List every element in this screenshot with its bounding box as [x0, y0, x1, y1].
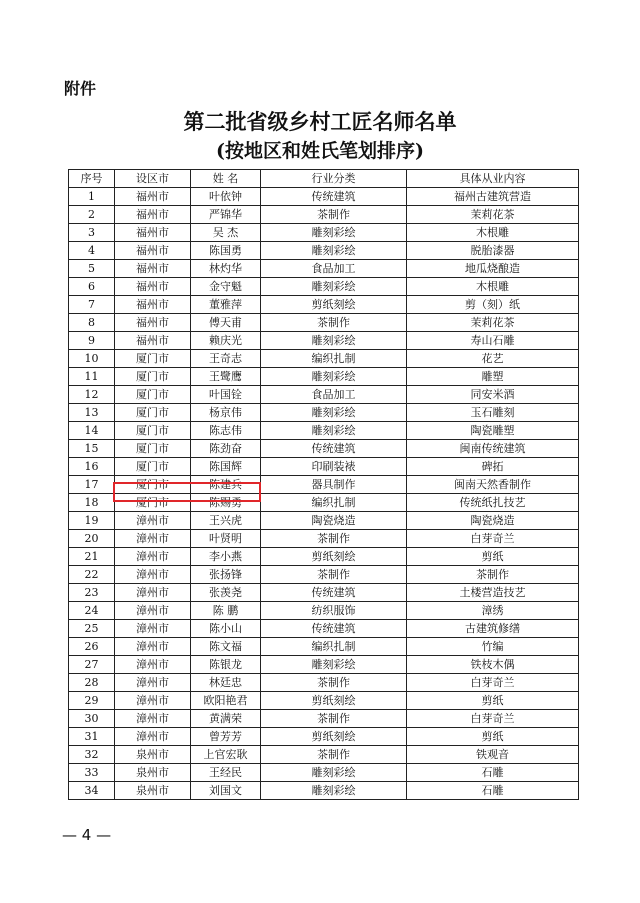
cell-specialty: 陶瓷雕塑 [407, 422, 579, 440]
cell-name: 林廷忠 [191, 674, 261, 692]
header-industry: 行业分类 [261, 170, 407, 188]
cell-city: 福州市 [115, 206, 191, 224]
cell-industry: 剪纸刻绘 [261, 728, 407, 746]
cell-industry: 剪纸刻绘 [261, 548, 407, 566]
cell-name: 曾芳芳 [191, 728, 261, 746]
cell-name: 赖庆光 [191, 332, 261, 350]
table-row [69, 386, 579, 404]
cell-specialty: 福州古建筑营造 [407, 188, 579, 206]
cell-specialty: 古建筑修缮 [407, 620, 579, 638]
cell-index: 13 [69, 404, 115, 422]
cell-name: 陈 鹏 [191, 602, 261, 620]
table-row [69, 440, 579, 458]
cell-industry: 雕刻彩绘 [261, 278, 407, 296]
table-row [69, 710, 579, 728]
table-header-row [69, 170, 579, 188]
cell-industry: 纺织服饰 [261, 602, 407, 620]
cell-industry: 茶制作 [261, 206, 407, 224]
cell-index: 12 [69, 386, 115, 404]
cell-specialty: 土楼营造技艺 [407, 584, 579, 602]
cell-city: 厦门市 [115, 386, 191, 404]
table-row [69, 422, 579, 440]
cell-index: 14 [69, 422, 115, 440]
cell-city: 福州市 [115, 314, 191, 332]
cell-specialty: 木根雕 [407, 278, 579, 296]
cell-name: 叶国铨 [191, 386, 261, 404]
cell-name: 李小燕 [191, 548, 261, 566]
table-row [69, 296, 579, 314]
cell-specialty: 铁枝木偶 [407, 656, 579, 674]
cell-index: 23 [69, 584, 115, 602]
cell-industry: 印刷装裱 [261, 458, 407, 476]
cell-city: 福州市 [115, 278, 191, 296]
table-row [69, 602, 579, 620]
cell-industry: 茶制作 [261, 710, 407, 728]
cell-specialty: 白芽奇兰 [407, 710, 579, 728]
cell-city: 厦门市 [115, 476, 191, 494]
cell-specialty: 茶制作 [407, 566, 579, 584]
cell-city: 漳州市 [115, 674, 191, 692]
cell-index: 4 [69, 242, 115, 260]
cell-specialty: 闽南传统建筑 [407, 440, 579, 458]
cell-industry: 陶瓷烧造 [261, 512, 407, 530]
table-row [69, 656, 579, 674]
cell-industry: 传统建筑 [261, 440, 407, 458]
cell-index: 8 [69, 314, 115, 332]
table-row [69, 782, 579, 800]
cell-name: 王兴虎 [191, 512, 261, 530]
cell-name: 上官宏耿 [191, 746, 261, 764]
cell-industry: 雕刻彩绘 [261, 404, 407, 422]
cell-specialty: 玉石雕刻 [407, 404, 579, 422]
cell-specialty: 漳绣 [407, 602, 579, 620]
cell-specialty: 闽南天然香制作 [407, 476, 579, 494]
cell-index: 26 [69, 638, 115, 656]
cell-name: 欧阳艳君 [191, 692, 261, 710]
cell-name: 黄满荣 [191, 710, 261, 728]
header-city: 设区市 [115, 170, 191, 188]
cell-city: 福州市 [115, 224, 191, 242]
cell-industry: 雕刻彩绘 [261, 782, 407, 800]
cell-specialty: 碑拓 [407, 458, 579, 476]
cell-city: 福州市 [115, 296, 191, 314]
cell-industry: 器具制作 [261, 476, 407, 494]
cell-city: 漳州市 [115, 692, 191, 710]
cell-index: 27 [69, 656, 115, 674]
cell-index: 3 [69, 224, 115, 242]
attachment-label: 附件 [64, 79, 97, 98]
cell-specialty: 茉莉花茶 [407, 314, 579, 332]
cell-city: 厦门市 [115, 368, 191, 386]
table-row [69, 350, 579, 368]
cell-city: 泉州市 [115, 782, 191, 800]
table-row [69, 728, 579, 746]
cell-industry: 传统建筑 [261, 620, 407, 638]
cell-name: 陈国勇 [191, 242, 261, 260]
cell-city: 福州市 [115, 260, 191, 278]
cell-industry: 食品加工 [261, 260, 407, 278]
cell-index: 15 [69, 440, 115, 458]
table-row [69, 764, 579, 782]
cell-industry: 雕刻彩绘 [261, 656, 407, 674]
cell-city: 漳州市 [115, 566, 191, 584]
cell-index: 20 [69, 530, 115, 548]
cell-specialty: 脱胎漆器 [407, 242, 579, 260]
cell-name: 金守魁 [191, 278, 261, 296]
cell-industry: 食品加工 [261, 386, 407, 404]
table-row [69, 368, 579, 386]
cell-city: 厦门市 [115, 422, 191, 440]
page-number: — 4 — [62, 826, 112, 844]
document-title: 第二批省级乡村工匠名师名单 [183, 109, 457, 134]
cell-index: 25 [69, 620, 115, 638]
cell-industry: 茶制作 [261, 746, 407, 764]
table-row [69, 314, 579, 332]
cell-specialty: 剪纸 [407, 728, 579, 746]
cell-specialty: 寿山石雕 [407, 332, 579, 350]
table-row [69, 638, 579, 656]
cell-city: 厦门市 [115, 440, 191, 458]
cell-index: 32 [69, 746, 115, 764]
cell-name: 陈国辉 [191, 458, 261, 476]
cell-specialty: 剪（刻）纸 [407, 296, 579, 314]
cell-industry: 传统建筑 [261, 188, 407, 206]
cell-index: 19 [69, 512, 115, 530]
cell-city: 漳州市 [115, 638, 191, 656]
cell-index: 28 [69, 674, 115, 692]
cell-specialty: 陶瓷烧造 [407, 512, 579, 530]
cell-index: 29 [69, 692, 115, 710]
cell-name: 张羡尧 [191, 584, 261, 602]
cell-specialty: 同安米酒 [407, 386, 579, 404]
cell-name: 王奇志 [191, 350, 261, 368]
cell-specialty: 石雕 [407, 782, 579, 800]
cell-city: 漳州市 [115, 620, 191, 638]
cell-index: 16 [69, 458, 115, 476]
cell-name: 董雅萍 [191, 296, 261, 314]
table-row [69, 620, 579, 638]
cell-name: 张扬锋 [191, 566, 261, 584]
cell-name: 严锦华 [191, 206, 261, 224]
cell-name: 陈银龙 [191, 656, 261, 674]
table-row [69, 692, 579, 710]
cell-industry: 剪纸刻绘 [261, 296, 407, 314]
cell-name: 陈小山 [191, 620, 261, 638]
cell-city: 厦门市 [115, 494, 191, 512]
cell-index: 34 [69, 782, 115, 800]
header-name: 姓 名 [191, 170, 261, 188]
table-row [69, 512, 579, 530]
cell-city: 福州市 [115, 332, 191, 350]
cell-index: 22 [69, 566, 115, 584]
table-row [69, 332, 579, 350]
cell-industry: 编织扎制 [261, 350, 407, 368]
cell-city: 厦门市 [115, 404, 191, 422]
cell-index: 18 [69, 494, 115, 512]
cell-city: 厦门市 [115, 350, 191, 368]
cell-city: 漳州市 [115, 656, 191, 674]
cell-city: 漳州市 [115, 530, 191, 548]
cell-name: 陈文福 [191, 638, 261, 656]
cell-name: 陈劲奋 [191, 440, 261, 458]
table-row [69, 584, 579, 602]
cell-index: 2 [69, 206, 115, 224]
cell-index: 24 [69, 602, 115, 620]
cell-city: 漳州市 [115, 602, 191, 620]
cell-industry: 茶制作 [261, 566, 407, 584]
cell-city: 厦门市 [115, 458, 191, 476]
cell-index: 21 [69, 548, 115, 566]
cell-index: 6 [69, 278, 115, 296]
cell-specialty: 剪纸 [407, 692, 579, 710]
cell-index: 17 [69, 476, 115, 494]
cell-specialty: 白芽奇兰 [407, 530, 579, 548]
cell-name: 林灼华 [191, 260, 261, 278]
cell-industry: 编织扎制 [261, 638, 407, 656]
header-index: 序号 [69, 170, 115, 188]
cell-city: 漳州市 [115, 548, 191, 566]
cell-name: 陈赐勇 [191, 494, 261, 512]
cell-industry: 雕刻彩绘 [261, 368, 407, 386]
cell-city: 泉州市 [115, 764, 191, 782]
cell-specialty: 地瓜烧酿造 [407, 260, 579, 278]
cell-name: 叶依钟 [191, 188, 261, 206]
cell-index: 30 [69, 710, 115, 728]
highlight-box [113, 482, 261, 502]
cell-specialty: 雕塑 [407, 368, 579, 386]
table-row [69, 278, 579, 296]
cell-specialty: 竹编 [407, 638, 579, 656]
document-subtitle: (按地区和姓氏笔划排序) [216, 140, 424, 162]
cell-city: 福州市 [115, 242, 191, 260]
table-row [69, 242, 579, 260]
header-specialty: 具体从业内容 [407, 170, 579, 188]
cell-specialty: 白芽奇兰 [407, 674, 579, 692]
cell-name: 吴 杰 [191, 224, 261, 242]
cell-specialty: 传统纸扎技艺 [407, 494, 579, 512]
cell-industry: 雕刻彩绘 [261, 224, 407, 242]
table-row [69, 566, 579, 584]
cell-industry: 传统建筑 [261, 584, 407, 602]
cell-specialty: 木根雕 [407, 224, 579, 242]
cell-city: 漳州市 [115, 584, 191, 602]
cell-city: 漳州市 [115, 512, 191, 530]
cell-name: 叶贤明 [191, 530, 261, 548]
table-row [69, 206, 579, 224]
cell-city: 漳州市 [115, 728, 191, 746]
cell-name: 陈建兵 [191, 476, 261, 494]
cell-index: 5 [69, 260, 115, 278]
cell-industry: 编织扎制 [261, 494, 407, 512]
cell-specialty: 剪纸 [407, 548, 579, 566]
cell-specialty: 花艺 [407, 350, 579, 368]
table-row [69, 458, 579, 476]
cell-city: 泉州市 [115, 746, 191, 764]
cell-name: 傅天甫 [191, 314, 261, 332]
cell-specialty: 石雕 [407, 764, 579, 782]
cell-industry: 茶制作 [261, 674, 407, 692]
table-row [69, 746, 579, 764]
cell-industry: 雕刻彩绘 [261, 242, 407, 260]
table-row [69, 530, 579, 548]
table-row [69, 188, 579, 206]
table-row [69, 548, 579, 566]
table-row [69, 404, 579, 422]
cell-index: 7 [69, 296, 115, 314]
cell-industry: 剪纸刻绘 [261, 692, 407, 710]
cell-specialty: 铁观音 [407, 746, 579, 764]
cell-city: 漳州市 [115, 710, 191, 728]
cell-name: 杨京伟 [191, 404, 261, 422]
cell-index: 33 [69, 764, 115, 782]
cell-specialty: 茉莉花茶 [407, 206, 579, 224]
cell-name: 陈志伟 [191, 422, 261, 440]
cell-industry: 茶制作 [261, 530, 407, 548]
cell-index: 11 [69, 368, 115, 386]
cell-city: 福州市 [115, 188, 191, 206]
cell-index: 10 [69, 350, 115, 368]
cell-index: 1 [69, 188, 115, 206]
table-row [69, 224, 579, 242]
cell-industry: 雕刻彩绘 [261, 764, 407, 782]
cell-industry: 雕刻彩绘 [261, 332, 407, 350]
cell-name: 刘国文 [191, 782, 261, 800]
cell-name: 王经民 [191, 764, 261, 782]
cell-name: 王鹭鹰 [191, 368, 261, 386]
cell-industry: 雕刻彩绘 [261, 422, 407, 440]
table-row [69, 674, 579, 692]
cell-index: 31 [69, 728, 115, 746]
cell-industry: 茶制作 [261, 314, 407, 332]
table-row [69, 260, 579, 278]
cell-index: 9 [69, 332, 115, 350]
